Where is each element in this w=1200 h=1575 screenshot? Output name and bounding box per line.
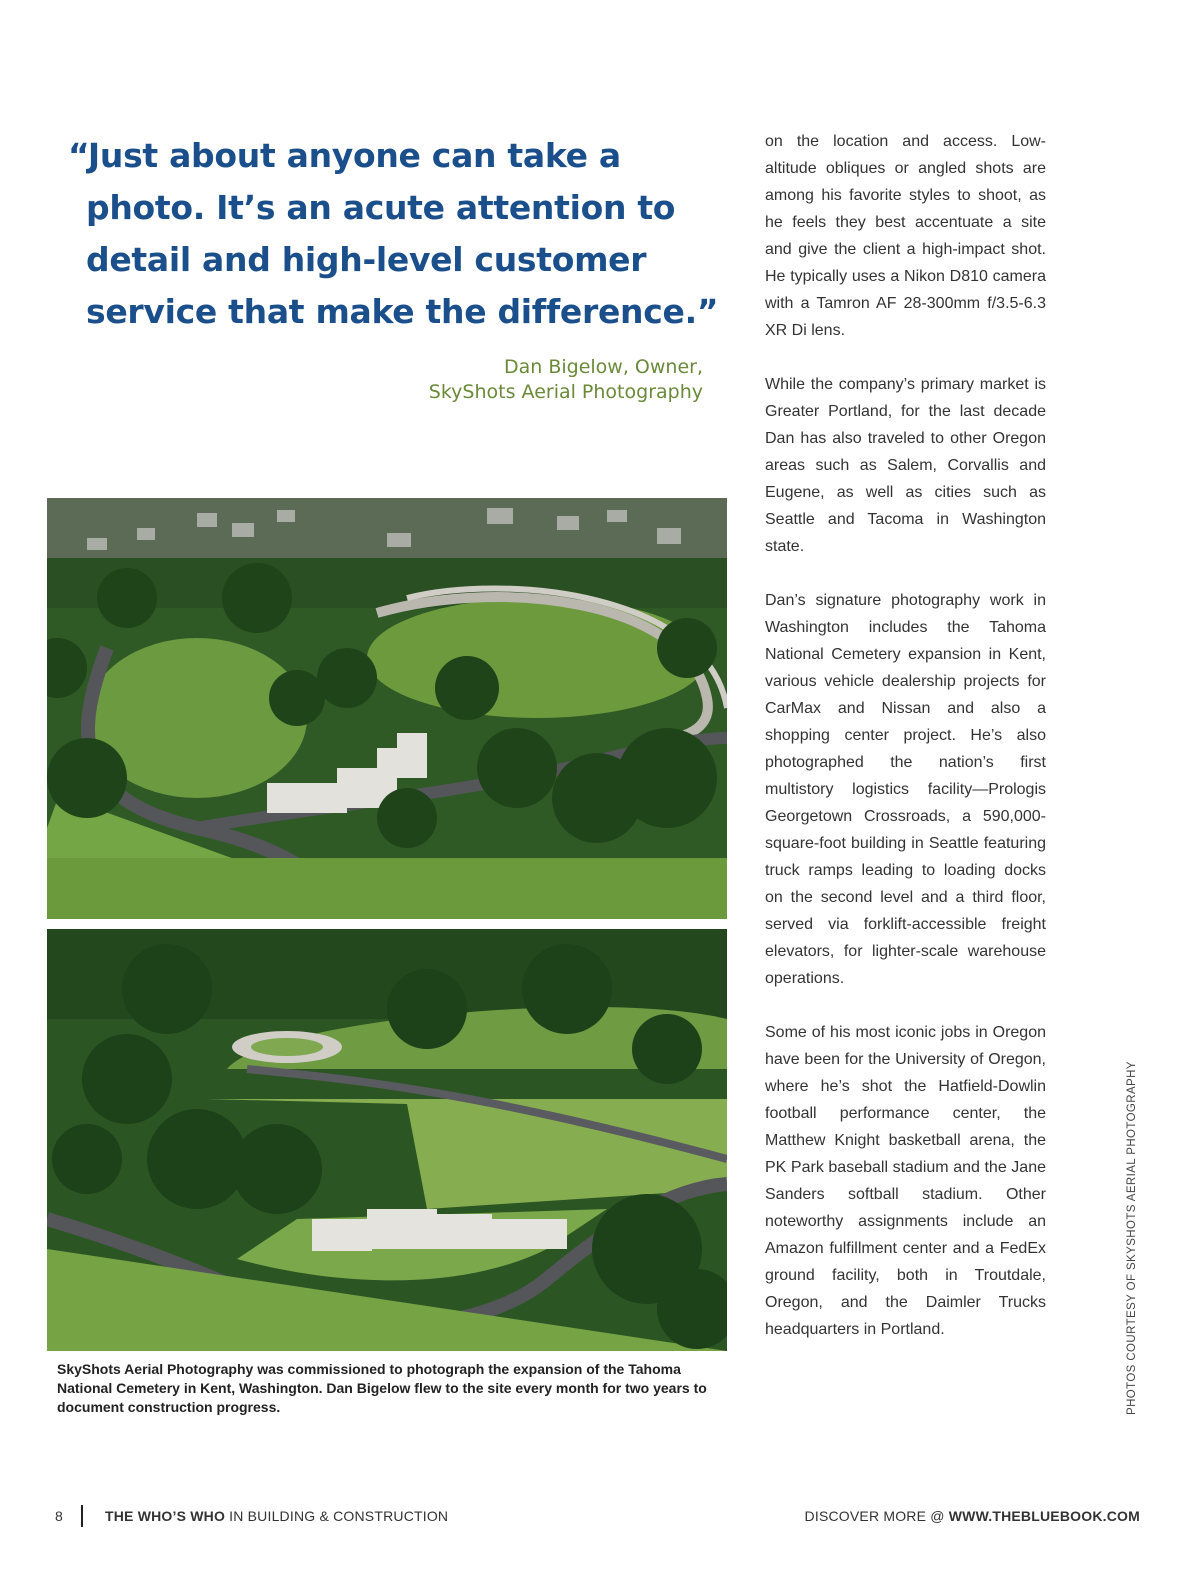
article-paragraph: on the location and access. Low-altitude obliques or angled shots are among his favorite styles to shoot, as he feels they best accentuate a site and give the client a high-impact shot. He typically uses a Nikon D810 camera with a Tamron AF 28-300mm f/3.5-6.3 XR Di lens. — [765, 133, 1046, 339]
photo-credit: PHOTOS COURTESY OF SKYSHOTS AERIAL PHOTOGRAPHY — [1126, 1061, 1138, 1415]
discover-more — [805, 1508, 1140, 1524]
publication-title-bold: THE WHO’S WHO — [105, 1508, 226, 1524]
photo-caption: SkyShots Aerial Photography was commissioned to photograph the expansion of the Tahoma National Cemetery in Kent, Washington. Dan Bigelow flew to the site every month for two years to document construction progress. — [57, 1361, 707, 1415]
aerial-photo-cemetery-2 — [47, 929, 727, 1351]
publication-title — [105, 1508, 448, 1524]
article-body — [765, 128, 1046, 1370]
article-paragraph: Some of his most iconic jobs in Oregon have been for the University of Oregon, where he’s shot the Hatfield-Dowlin football performance center, the Matthew Knight basketball arena, the PK Park baseball stadium and the Jane Sanders softball stadium. Other noteworthy assignments include an Amazon fulfillment center and a FedEx ground facility, both in Troutdale, Oregon, and the Daimler Trucks headquarters in Portland. — [765, 1024, 1046, 1338]
footer-divider — [81, 1505, 83, 1527]
website-link[interactable]: WWW.THEBLUEBOOK.COM — [948, 1508, 1140, 1524]
pull-quote-line: detail and high-level customer — [86, 240, 647, 279]
attribution-company: SkyShots Aerial Photography — [428, 381, 703, 403]
discover-label: DISCOVER MORE @ — [804, 1508, 949, 1524]
article-paragraph: Dan’s signature photography work in Washington includes the Tahoma National Cemetery expansion in Kent, various vehicle dealership projects for CarMax and Nissan and also a shopping center project. He’s also photographed the nation’s first multistory logistics facility—Prologis Georgetown Crossroads, a 590,000-square-foot building in Seattle featuring truck ramps leading to loading docks on the second level and a third floor, served via forklift-accessible freight elevators, for lighter-scale warehouse operations. — [765, 592, 1046, 987]
publication-title-rest: IN BUILDING & CONSTRUCTION — [225, 1508, 449, 1524]
pull-quote-line: photo. It’s an acute attention to — [86, 188, 676, 227]
page-number: 8 — [55, 1508, 63, 1524]
article-paragraph: While the company’s primary market is Greater Portland, for the last decade Dan has also traveled to other Oregon areas such as Salem, Corvallis and Eugene, as well as cities such as Seattle and Tacoma in Washington state. — [765, 376, 1046, 555]
pull-quote-line: service that make the difference.” — [86, 292, 719, 331]
aerial-photo-illustration — [47, 929, 727, 1351]
attribution-name: Dan Bigelow, Owner, — [503, 356, 703, 378]
quote-attribution — [429, 355, 703, 405]
pull-quote-line: “Just about anyone can take a — [68, 136, 621, 175]
aerial-photo-cemetery-1 — [47, 498, 727, 919]
page-footer — [55, 1505, 1140, 1527]
pull-quote — [68, 130, 718, 338]
aerial-photo-illustration — [47, 498, 727, 919]
